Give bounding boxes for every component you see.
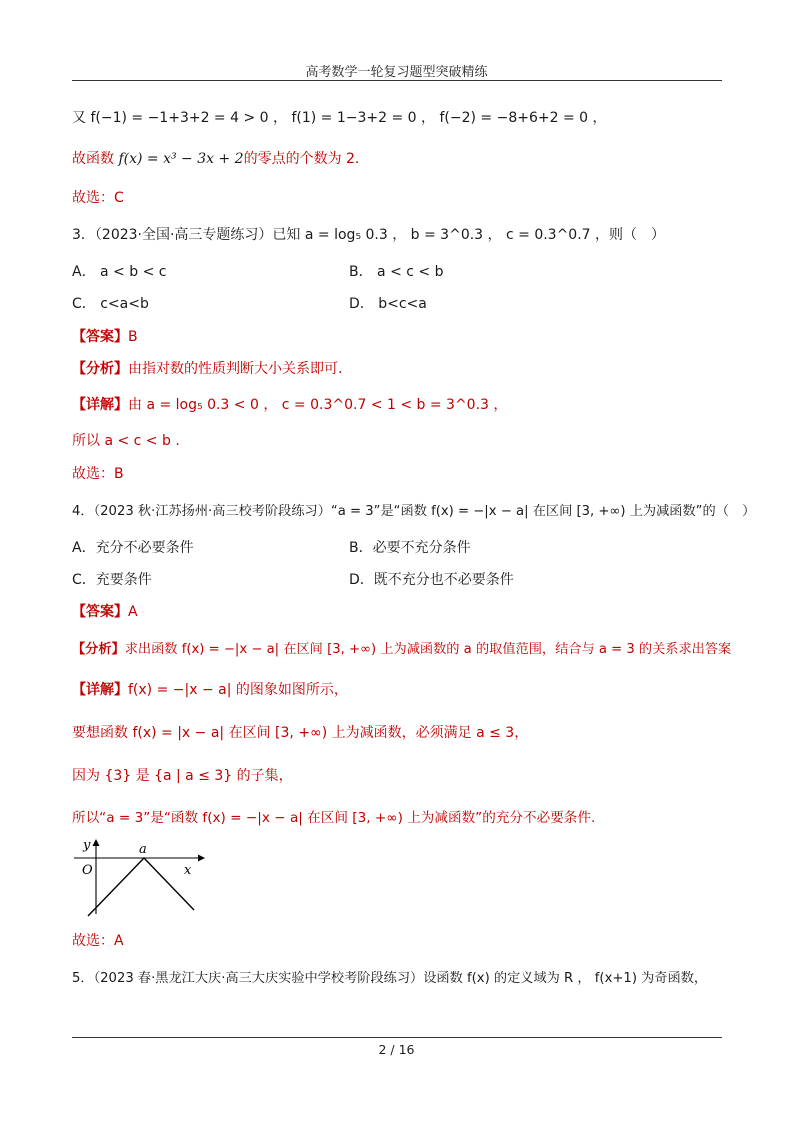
q4-option-c: C．充要条件 <box>72 572 152 588</box>
answer-tag: 【答案】 <box>72 329 128 345</box>
page-header: 高考数学一轮复习题型突破精练 <box>305 65 488 80</box>
detail-tag: 【详解】 <box>72 397 128 413</box>
q3-therefore: 所以 a < c < b . <box>72 433 180 449</box>
detail-tag: 【详解】 <box>72 682 128 698</box>
conclusion-prefix: 故函数 <box>72 151 119 167</box>
detail-text: 由 a = log₅ 0.3 < 0 ， c = 0.3^0.7 < 1 < b = 3^0.3 ， <box>128 397 508 413</box>
question-4: 4．（2023 秋·江苏扬州·高三校考阶段练习）“a = 3”是“函数 f(x) = −|x − a| 在区间 [3, +∞) 上为减函数”的（ ） <box>72 504 756 519</box>
analysis-text: 由指对数的性质判断大小关系即可. <box>128 361 343 377</box>
detail-text: f(x) = −|x − a| 的图象如图所示， <box>128 682 348 698</box>
q4-reason-1: 要想函数 f(x) = |x − a| 在区间 [3, +∞) 上为减函数，必须满足 a ≤ 3， <box>72 725 529 741</box>
q4-reason-2: 因为 {3} 是 {a | a ≤ 3} 的子集， <box>72 768 293 784</box>
y-axis-arrow <box>93 839 100 846</box>
q2-selection: 故选：C <box>72 190 124 206</box>
q4-answer <box>72 601 138 621</box>
q3-option-c: C． c<a<b <box>72 296 149 312</box>
page-number: 2 / 16 <box>378 1042 415 1057</box>
q3-option-d: D． b<c<a <box>349 296 427 312</box>
origin-label: O <box>82 863 93 878</box>
header-divider <box>72 80 722 81</box>
abs-value-graph <box>72 836 212 920</box>
footer-divider <box>72 1037 722 1038</box>
line-eval: 又 f(−1) = −1+3+2 = 4 > 0 ， f(1) = 1−3+2 = 0 ， f(−2) = −8+6+2 = 0 ， <box>72 110 607 126</box>
analysis-tag: 【分析】 <box>72 361 128 377</box>
q3-option-a: A． a < b < c <box>72 264 167 280</box>
q4-selection: 故选：A <box>72 933 124 949</box>
answer-value: A <box>128 604 138 620</box>
conclusion-suffix: 的零点的个数为 2. <box>243 151 360 167</box>
conclusion-formula: f(x) = x³ − 3x + 2 <box>118 151 244 167</box>
analysis-text: 求出函数 f(x) = −|x − a| 在区间 [3, +∞) 上为减函数的 a 的取值范围，结合与 a = 3 的关系求出答案 <box>124 642 732 657</box>
q4-detail <box>72 679 348 699</box>
q3-option-b: B． a < c < b <box>349 264 444 280</box>
x-axis-arrow <box>198 855 205 862</box>
q4-analysis <box>72 638 731 657</box>
q3-analysis <box>72 358 342 378</box>
vertex-label: a <box>139 842 147 857</box>
function-curve <box>88 858 194 916</box>
answer-value: B <box>128 329 138 345</box>
answer-tag: 【答案】 <box>72 604 128 620</box>
q4-reason-3: 所以“a = 3”是“函数 f(x) = −|x − a| 在区间 [3, +∞) 上为减函数”的充分不必要条件. <box>72 810 596 826</box>
x-axis-label: x <box>184 863 192 878</box>
line-conclusion <box>72 148 359 168</box>
q4-option-d: D．既不充分也不必要条件 <box>349 572 514 588</box>
q4-option-b: B．必要不充分条件 <box>349 540 471 556</box>
analysis-tag: 【分析】 <box>72 642 125 657</box>
q3-answer <box>72 326 138 346</box>
y-axis-label: y <box>83 838 91 853</box>
q3-selection: 故选：B <box>72 466 124 482</box>
q3-detail <box>72 394 507 414</box>
question-5: 5．（2023 春·黑龙江大庆·高三大庆实验中学校考阶段练习）设函数 f(x) 的定义域为 R ， f(x+1) 为奇函数， <box>72 971 708 986</box>
q4-option-a: A．充分不必要条件 <box>72 540 194 556</box>
question-3: 3．（2023·全国·高三专题练习）已知 a = log₅ 0.3 ， b = 3^0.3 ， c = 0.3^0.7 ，则（ ） <box>72 227 666 243</box>
